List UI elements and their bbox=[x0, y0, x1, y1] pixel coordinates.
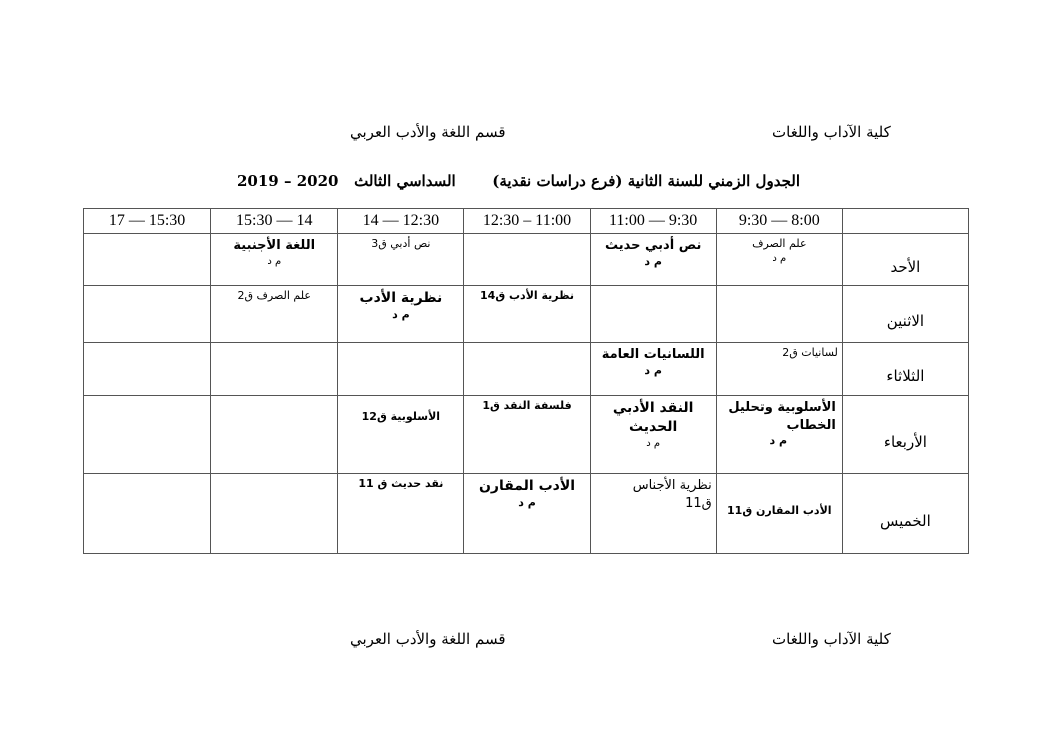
title-semester: السداسي الثالث bbox=[354, 172, 456, 190]
course-name: نص أدبي ق3 bbox=[371, 237, 431, 250]
course-name: الأدب المقارن ق11 bbox=[727, 504, 832, 517]
schedule-cell bbox=[464, 343, 590, 396]
course-name: الأدب المقارن bbox=[478, 478, 576, 494]
schedule-cell bbox=[590, 474, 716, 554]
schedule-cell bbox=[464, 286, 590, 343]
schedule-cell bbox=[716, 343, 842, 396]
schedule-cell bbox=[464, 396, 590, 474]
schedule-cell bbox=[338, 343, 464, 396]
course-name-line1: الأسلوبية وتحليل bbox=[728, 400, 836, 415]
schedule-cell bbox=[84, 286, 211, 343]
course-name: الأسلوبية ق12 bbox=[361, 410, 441, 423]
time-slot-header: 12:30 — 14 bbox=[338, 209, 464, 234]
schedule-cell bbox=[716, 396, 842, 474]
schedule-cell bbox=[211, 396, 338, 474]
course-note: م د bbox=[646, 437, 661, 449]
table-row bbox=[84, 343, 969, 396]
title-main: الجدول الزمني للسنة الثانية (فرع دراسات نقدية) bbox=[492, 172, 800, 190]
schedule-cell bbox=[84, 234, 211, 286]
course-name: فلسفة النقد ق1 bbox=[482, 399, 572, 412]
day-label: الأحد bbox=[842, 234, 968, 286]
table-row bbox=[84, 396, 969, 474]
faculty-name-bottom: كلية الآداب واللغات bbox=[772, 630, 891, 648]
course-name: علم الصرف bbox=[752, 237, 807, 250]
schedule-cell bbox=[338, 396, 464, 474]
corner-cell bbox=[842, 209, 968, 234]
course-name: لسانيات ق2 bbox=[782, 346, 838, 359]
course-name-line1: نظرية الأجناس bbox=[632, 478, 712, 493]
schedule-cell bbox=[84, 396, 211, 474]
schedule-cell bbox=[338, 234, 464, 286]
title-year: 2019 – 2020 bbox=[237, 172, 339, 190]
day-label: الاثنين bbox=[842, 286, 968, 343]
course-note: م د bbox=[392, 307, 410, 321]
course-name: اللسانيات العامة bbox=[601, 347, 705, 362]
schedule-cell bbox=[211, 234, 338, 286]
time-slot-header: 11:00 – 12:30 bbox=[464, 209, 590, 234]
time-slot-header: 8:00 — 9:30 bbox=[716, 209, 842, 234]
schedule-cell bbox=[716, 286, 842, 343]
course-name: نظرية الأدب ق14 bbox=[480, 289, 574, 302]
timetable-header-row bbox=[84, 209, 969, 234]
day-label: الأربعاء bbox=[842, 396, 968, 474]
timetable bbox=[83, 208, 969, 554]
course-name: نقد حديث ق 11 bbox=[358, 477, 444, 490]
schedule-cell bbox=[338, 286, 464, 343]
schedule-title bbox=[237, 172, 800, 190]
schedule-cell bbox=[464, 474, 590, 554]
faculty-name: كلية الآداب واللغات bbox=[772, 123, 891, 141]
day-label: الخميس bbox=[842, 474, 968, 554]
schedule-cell bbox=[464, 234, 590, 286]
course-name: نص أدبي حديث bbox=[604, 238, 702, 253]
schedule-cell bbox=[338, 474, 464, 554]
schedule-cell bbox=[211, 286, 338, 343]
course-note: م د bbox=[267, 255, 282, 267]
schedule-cell bbox=[211, 474, 338, 554]
schedule-cell bbox=[716, 234, 842, 286]
schedule-cell bbox=[84, 474, 211, 554]
schedule-cell bbox=[211, 343, 338, 396]
time-slot-header: 9:30 — 11:00 bbox=[590, 209, 716, 234]
course-note: م د bbox=[772, 252, 787, 264]
course-name: اللغة الأجنبية bbox=[233, 238, 316, 253]
table-row bbox=[84, 474, 969, 554]
schedule-cell bbox=[716, 474, 842, 554]
schedule-cell bbox=[84, 343, 211, 396]
time-slot-header: 14 — 15:30 bbox=[211, 209, 338, 234]
course-name: نظرية الأدب bbox=[359, 290, 443, 306]
course-name-line2: ق11 bbox=[685, 495, 712, 511]
schedule-cell bbox=[590, 396, 716, 474]
course-name-line2: الخطاب bbox=[786, 417, 836, 433]
schedule-cell bbox=[590, 234, 716, 286]
course-note: م د bbox=[644, 254, 662, 268]
course-note: م د bbox=[769, 434, 788, 448]
course-name-line2: الحديث bbox=[628, 418, 678, 435]
day-label: الثلاثاء bbox=[842, 343, 968, 396]
schedule-cell bbox=[590, 343, 716, 396]
schedule-cell bbox=[590, 286, 716, 343]
department-name-bottom: قسم اللغة والأدب العربي bbox=[350, 630, 506, 648]
course-name: علم الصرف ق2 bbox=[237, 289, 311, 302]
course-note: م د bbox=[644, 363, 662, 377]
course-note: م د bbox=[518, 495, 536, 509]
time-slot-header: 15:30 — 17 bbox=[84, 209, 211, 234]
table-row bbox=[84, 234, 969, 286]
table-row bbox=[84, 286, 969, 343]
department-name: قسم اللغة والأدب العربي bbox=[350, 123, 506, 141]
course-name-line1: النقد الأدبي bbox=[612, 400, 694, 416]
